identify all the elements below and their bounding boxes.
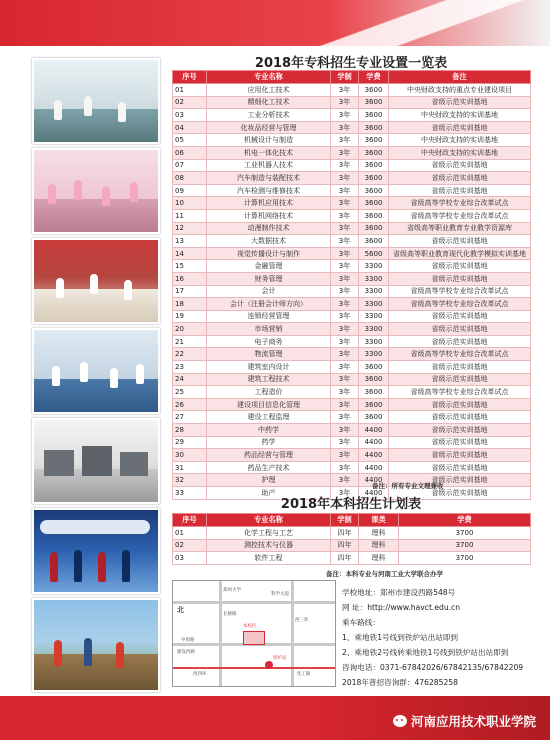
table-row — [173, 474, 531, 487]
table-cell: 3600 — [359, 411, 389, 424]
photo-machining-workshop — [32, 418, 160, 504]
table-row — [173, 436, 531, 449]
table-cell: 14 — [173, 247, 207, 260]
table-cell: 5600 — [359, 247, 389, 260]
table-row — [173, 121, 531, 134]
map-label: 中原路 — [181, 638, 195, 643]
table-cell: 省级示范实训基地 — [389, 184, 531, 197]
table-cell: 省级高等职业教育现代化教学模拟实训基地 — [389, 247, 531, 260]
table-cell: 3年 — [331, 361, 359, 374]
photo-column — [32, 58, 156, 718]
table-cell: 3年 — [331, 398, 359, 411]
undergrad-note: 备注：本科专业与河南工业大学联合办学 — [326, 570, 443, 578]
table-cell: 08 — [173, 172, 207, 185]
table-row — [173, 348, 531, 361]
table-cell: 助产 — [207, 487, 331, 500]
table-cell: 3年 — [331, 373, 359, 386]
undergrad-table — [172, 513, 531, 565]
table-cell: 3600 — [359, 361, 389, 374]
table-cell: 02 — [173, 539, 207, 552]
table-cell: 3300 — [359, 285, 389, 298]
table-row — [173, 247, 531, 260]
table-cell: 化妆品经营与管理 — [207, 121, 331, 134]
column-header: 学费 — [399, 514, 531, 527]
table-cell: 3600 — [359, 373, 389, 386]
table-cell: 3年 — [331, 222, 359, 235]
table-row — [173, 260, 531, 273]
table-cell: 应用化工技术 — [207, 84, 331, 97]
table-cell: 省级示范实训基地 — [389, 411, 531, 424]
table-cell: 理科 — [359, 539, 399, 552]
table-cell: 3年 — [331, 235, 359, 248]
specialty-table-title: 2018年专科招生专业设置一览表 — [254, 56, 448, 71]
table-row — [173, 222, 531, 235]
table-cell: 4400 — [359, 461, 389, 474]
table-cell: 3300 — [359, 272, 389, 285]
table-cell: 3600 — [359, 172, 389, 185]
table-cell: 省级示范实训基地 — [389, 159, 531, 172]
table-cell: 09 — [173, 184, 207, 197]
table-cell: 24 — [173, 373, 207, 386]
table-cell: 03 — [173, 552, 207, 565]
table-cell: 3年 — [331, 272, 359, 285]
table-cell: 3年 — [331, 134, 359, 147]
table-row — [173, 298, 531, 311]
table-cell: 金融管理 — [207, 260, 331, 273]
table-cell: 3年 — [331, 298, 359, 311]
table-cell: 25 — [173, 386, 207, 399]
table-cell: 计算机应用技术 — [207, 197, 331, 210]
column-header: 专业名称 — [207, 514, 331, 527]
table-cell: 22 — [173, 348, 207, 361]
table-cell: 省级示范实训基地 — [389, 310, 531, 323]
map-label: 建设西路 — [177, 650, 195, 655]
table-cell: 03 — [173, 109, 207, 122]
column-header: 备注 — [389, 71, 531, 84]
table-cell: 32 — [173, 474, 207, 487]
table-row — [173, 134, 531, 147]
table-row — [173, 184, 531, 197]
table-cell: 3年 — [331, 96, 359, 109]
column-header: 序号 — [173, 514, 207, 527]
table-cell: 汽车制造与装配技术 — [207, 172, 331, 185]
table-cell: 3年 — [331, 84, 359, 97]
table-cell: 省级示范实训基地 — [389, 335, 531, 348]
table-cell: 中央财政支持的实训基地 — [389, 109, 531, 122]
column-header: 学费 — [359, 71, 389, 84]
table-cell: 3600 — [359, 109, 389, 122]
table-cell: 化学工程与工艺 — [207, 527, 331, 540]
table-cell: 04 — [173, 121, 207, 134]
table-cell: 02 — [173, 96, 207, 109]
table-cell: 中央财政支持的实训基地 — [389, 146, 531, 159]
table-cell: 省级示范实训基地 — [389, 323, 531, 336]
table-cell: 中药学 — [207, 424, 331, 437]
table-row — [173, 235, 531, 248]
table-cell: 四年 — [331, 539, 359, 552]
table-cell: 01 — [173, 527, 207, 540]
table-cell: 建筑工程技术 — [207, 373, 331, 386]
table-cell: 药学 — [207, 436, 331, 449]
table-cell: 3600 — [359, 222, 389, 235]
table-cell: 06 — [173, 146, 207, 159]
top-banner — [0, 0, 550, 46]
table-cell: 省级高等学校专业综合改革试点 — [389, 298, 531, 311]
table-cell: 27 — [173, 411, 207, 424]
table-cell: 33 — [173, 487, 207, 500]
table-cell: 3年 — [331, 323, 359, 336]
table-cell: 省级高等学校专业综合改革试点 — [389, 386, 531, 399]
table-cell: 3300 — [359, 335, 389, 348]
table-cell: 大数据技术 — [207, 235, 331, 248]
table-cell: 3300 — [359, 260, 389, 273]
table-cell: 省级示范实训基地 — [389, 424, 531, 437]
table-cell: 4400 — [359, 487, 389, 500]
school-address: 学校地址：郑州市建设西路548号 — [342, 588, 456, 597]
table-cell: 12 — [173, 222, 207, 235]
contact-info — [342, 585, 542, 690]
table-cell: 3600 — [359, 121, 389, 134]
map-label: 铁炉站 — [273, 656, 287, 661]
table-row — [173, 146, 531, 159]
specialty-note: 备注：所有专业文理兼收 — [372, 482, 444, 490]
table-row — [173, 335, 531, 348]
table-cell: 3年 — [331, 474, 359, 487]
table-row — [173, 323, 531, 336]
table-cell: 3年 — [331, 424, 359, 437]
table-cell: 3600 — [359, 386, 389, 399]
table-cell: 工程造价 — [207, 386, 331, 399]
table-cell: 机械设计与制造 — [207, 134, 331, 147]
table-cell: 4400 — [359, 449, 389, 462]
table-cell: 省级示范实训基地 — [389, 474, 531, 487]
table-cell: 26 — [173, 398, 207, 411]
table-cell: 3300 — [359, 298, 389, 311]
table-row — [173, 373, 531, 386]
table-row — [173, 96, 531, 109]
table-cell: 3300 — [359, 323, 389, 336]
table-cell: 财务管理 — [207, 272, 331, 285]
table-cell: 3600 — [359, 159, 389, 172]
table-cell: 3600 — [359, 235, 389, 248]
table-cell: 3600 — [359, 398, 389, 411]
table-cell: 物流管理 — [207, 348, 331, 361]
route-2: 2、乘地铁2号线转乘地铁1号线到铁炉站出站即到 — [342, 648, 509, 657]
table-cell: 19 — [173, 310, 207, 323]
table-cell: 省级示范实训基地 — [389, 461, 531, 474]
map-label: 科学大道 — [271, 592, 289, 597]
specialty-table — [172, 70, 531, 500]
photo-flight-attendants — [32, 508, 160, 594]
table-cell: 3年 — [331, 209, 359, 222]
map-label: 化工路 — [297, 672, 311, 677]
table-cell: 3300 — [359, 310, 389, 323]
map-label: 西四环 — [193, 672, 207, 677]
table-cell: 电子商务 — [207, 335, 331, 348]
table-cell: 省级示范实训基地 — [389, 96, 531, 109]
table-cell: 3600 — [359, 134, 389, 147]
table-cell: 理科 — [359, 552, 399, 565]
column-header: 学制 — [331, 71, 359, 84]
undergrad-table-title: 2018年本科招生计划表 — [280, 497, 422, 512]
table-cell: 工业分析技术 — [207, 109, 331, 122]
table-cell: 视觉传播设计与制作 — [207, 247, 331, 260]
table-cell: 3年 — [331, 436, 359, 449]
map-label: 西三环 — [295, 618, 309, 623]
table-cell: 3600 — [359, 209, 389, 222]
table-cell: 药品经营与管理 — [207, 449, 331, 462]
table-row — [173, 398, 531, 411]
table-cell: 3年 — [331, 146, 359, 159]
table-cell: 30 — [173, 449, 207, 462]
table-cell: 3年 — [331, 197, 359, 210]
map-label: 郑州大学 — [223, 588, 241, 593]
school-logo — [393, 712, 536, 730]
table-cell: 汽车检测与维修技术 — [207, 184, 331, 197]
table-cell: 理科 — [359, 527, 399, 540]
table-cell: 4400 — [359, 424, 389, 437]
table-row — [173, 552, 531, 565]
school-website: 网 址：http://www.havct.edu.cn — [342, 603, 461, 612]
table-cell: 计算机网络技术 — [207, 209, 331, 222]
table-row — [173, 411, 531, 424]
table-cell: 四年 — [331, 527, 359, 540]
table-cell: 31 — [173, 461, 207, 474]
table-cell: 省级示范实训基地 — [389, 260, 531, 273]
column-header: 学制 — [331, 514, 359, 527]
table-row — [173, 449, 531, 462]
table-cell: 3年 — [331, 159, 359, 172]
table-cell: 20 — [173, 323, 207, 336]
school-name: 河南应用技术职业学院 — [410, 714, 536, 729]
map-north-label: 北 — [177, 606, 184, 614]
table-cell: 3700 — [399, 527, 531, 540]
table-cell: 省级高等学校专业综合改革试点 — [389, 285, 531, 298]
table-row — [173, 209, 531, 222]
table-cell: 省级示范实训基地 — [389, 436, 531, 449]
table-cell: 会计（注册会计师方向） — [207, 298, 331, 311]
table-cell: 05 — [173, 134, 207, 147]
photo-pharmacy-room — [32, 238, 160, 324]
table-cell: 护理 — [207, 474, 331, 487]
table-cell: 3700 — [399, 539, 531, 552]
table-cell: 建设工程监理 — [207, 411, 331, 424]
table-cell: 省级示范实训基地 — [389, 235, 531, 248]
wechat-icon — [393, 715, 407, 727]
table-cell: 3年 — [331, 386, 359, 399]
table-cell: 13 — [173, 235, 207, 248]
table-cell: 3600 — [359, 84, 389, 97]
table-cell: 省级示范实训基地 — [389, 398, 531, 411]
table-row — [173, 310, 531, 323]
table-cell: 3600 — [359, 146, 389, 159]
table-cell: 四年 — [331, 552, 359, 565]
table-cell: 16 — [173, 272, 207, 285]
table-cell: 连锁经营管理 — [207, 310, 331, 323]
table-cell: 机电一体化技术 — [207, 146, 331, 159]
table-cell: 3年 — [331, 348, 359, 361]
route-title: 乘车路线： — [342, 618, 380, 627]
banner-stripe — [290, 0, 550, 46]
table-cell: 3年 — [331, 260, 359, 273]
table-cell: 01 — [173, 84, 207, 97]
table-cell: 15 — [173, 260, 207, 273]
table-cell: 3600 — [359, 96, 389, 109]
table-cell: 会计 — [207, 285, 331, 298]
table-cell: 3600 — [359, 197, 389, 210]
table-cell: 省级示范实训基地 — [389, 272, 531, 285]
table-cell: 3年 — [331, 335, 359, 348]
table-row — [173, 197, 531, 210]
table-cell: 3年 — [331, 310, 359, 323]
table-cell: 3年 — [331, 461, 359, 474]
table-cell: 省级示范实训基地 — [389, 487, 531, 500]
table-cell: 28 — [173, 424, 207, 437]
route-1: 1、乘地铁1号线到铁炉站出站即到 — [342, 633, 458, 642]
photo-lab-classroom — [32, 58, 160, 144]
table-row — [173, 272, 531, 285]
table-cell: 3年 — [331, 449, 359, 462]
table-cell: 10 — [173, 197, 207, 210]
column-header: 课类 — [359, 514, 399, 527]
table-cell: 3年 — [331, 247, 359, 260]
table-row — [173, 361, 531, 374]
table-cell: 3年 — [331, 285, 359, 298]
table-cell: 17 — [173, 285, 207, 298]
table-cell: 省级高等学校专业综合改革试点 — [389, 209, 531, 222]
table-cell: 3300 — [359, 348, 389, 361]
table-cell: 4400 — [359, 474, 389, 487]
table-cell: 省级示范实训基地 — [389, 373, 531, 386]
table-cell: 3年 — [331, 121, 359, 134]
table-cell: 3年 — [331, 172, 359, 185]
map-label: 本校区 — [243, 624, 257, 629]
consult-phone: 咨询电话：0371-67842026/67842135/67842209 — [342, 663, 524, 672]
table-cell: 省级高等职业教育专业教学资源库 — [389, 222, 531, 235]
table-cell: 工业机器人技术 — [207, 159, 331, 172]
table-row — [173, 159, 531, 172]
photo-surveying — [32, 598, 160, 692]
table-row — [173, 539, 531, 552]
table-cell: 动漫制作技术 — [207, 222, 331, 235]
table-cell: 测控技术与仪器 — [207, 539, 331, 552]
table-cell: 市场营销 — [207, 323, 331, 336]
table-cell: 建筑室内设计 — [207, 361, 331, 374]
column-header: 专业名称 — [207, 71, 331, 84]
table-row — [173, 386, 531, 399]
qq-group: 2018年普招咨询群：476285258 — [342, 678, 458, 687]
table-cell: 省级示范实训基地 — [389, 449, 531, 462]
table-cell: 软件工程 — [207, 552, 331, 565]
location-map — [172, 580, 336, 687]
table-cell: 07 — [173, 159, 207, 172]
table-cell: 3700 — [399, 552, 531, 565]
table-cell: 中央财政支持的重点专业建设项目 — [389, 84, 531, 97]
table-cell: 省级高等学校专业综合改革试点 — [389, 197, 531, 210]
map-label: 长椿路 — [223, 612, 237, 617]
table-cell: 精细化工技术 — [207, 96, 331, 109]
table-cell: 23 — [173, 361, 207, 374]
table-row — [173, 424, 531, 437]
table-cell: 3600 — [359, 184, 389, 197]
photo-nursing-training — [32, 148, 160, 234]
table-row — [173, 285, 531, 298]
column-header: 序号 — [173, 71, 207, 84]
table-cell: 省级示范实训基地 — [389, 361, 531, 374]
table-cell: 3年 — [331, 411, 359, 424]
table-cell: 中央财政支持的实训基地 — [389, 134, 531, 147]
table-cell: 21 — [173, 335, 207, 348]
table-cell: 18 — [173, 298, 207, 311]
table-row — [173, 461, 531, 474]
table-row — [173, 84, 531, 97]
table-cell: 药品生产技术 — [207, 461, 331, 474]
table-cell: 3年 — [331, 487, 359, 500]
table-cell: 29 — [173, 436, 207, 449]
photo-chemistry-lab — [32, 328, 160, 414]
table-cell: 11 — [173, 209, 207, 222]
table-cell: 省级高等学校专业综合改革试点 — [389, 348, 531, 361]
table-cell: 3年 — [331, 184, 359, 197]
table-cell: 省级示范实训基地 — [389, 172, 531, 185]
table-cell: 建设项目信息化管理 — [207, 398, 331, 411]
table-cell: 4400 — [359, 436, 389, 449]
table-row — [173, 172, 531, 185]
table-cell: 省级示范实训基地 — [389, 121, 531, 134]
table-row — [173, 527, 531, 540]
table-cell: 3年 — [331, 109, 359, 122]
table-row — [173, 109, 531, 122]
